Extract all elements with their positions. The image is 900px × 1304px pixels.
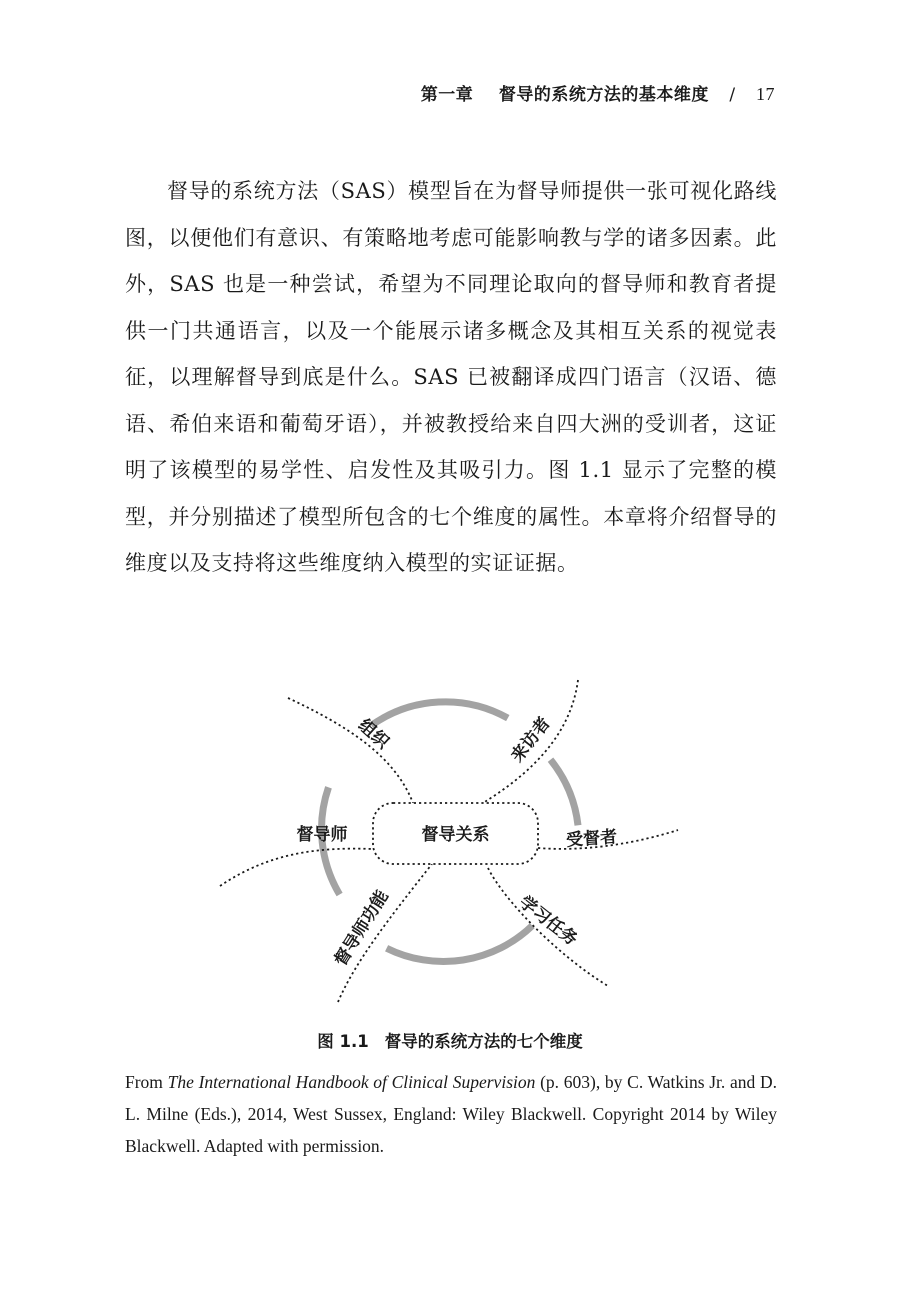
credit-book-title: The International Handbook of Clinical Supervision [167,1072,536,1092]
label-organization: 组织 [354,715,393,754]
body-paragraph: 督导的系统方法（SAS）模型旨在为督导师提供一张可视化路线图，以便他们有意识、有策略地考虑可能影响教与学的诸多因素。此外，SAS 也是一种尝试，希望为不同理论取向的督导师和教育者提供一门共通语言，以及一个能展示诸多概念及其相互关系的视觉表征，以理解督导到底是什么。SAS 已被翻译成四门语言（汉语、德语、希伯来语和葡萄牙语），并被教授给来自四大洲的受训者，这证明了该模型的易学性、启发性及其吸引力。图 1.1 显示了完整的模型，并分别描述了模型所包含的七个维度的属性。本章将介绍督导的维度以及支持将这些维度纳入模型的实证证据。 [125,179,777,575]
label-supervisee: 受督者 [565,827,618,851]
page-number: 17 [756,84,775,104]
figure-title: 督导的系统方法的七个维度 [384,1032,583,1051]
header-separator: / [729,85,736,105]
center-label: 督导关系 [421,825,490,845]
figure-caption [0,1028,900,1052]
credit-suffix: (p. 603), by C. Watkins Jr. and D. L. Milne (Eds.), 2014, West Sussex, England: Wiley Blackwell. Copyright 2014 by Wiley Blackwell. Adapted with permission. [125,1072,777,1156]
figure-number: 图 1.1 [317,1032,369,1051]
ring-segment-bottom [387,926,533,962]
label-supervisor: 督导师 [296,825,348,845]
label-client: 来访者 [507,713,555,767]
source-credit [125,1066,777,1162]
label-learning-tasks: 学习任务 [515,892,582,950]
sas-diagram [210,672,690,1012]
credit-prefix: From [125,1072,168,1092]
chapter-number: 第一章 [420,85,474,105]
ring-segment-right [551,760,579,826]
supervisor-line [220,849,373,886]
running-header [421,80,775,105]
ring-segment-top [371,702,507,726]
label-supervisor-functions: 督导师功能 [330,887,393,970]
chapter-title: 督导的系统方法的基本维度 [498,85,709,105]
sas-model-figure [210,672,690,1012]
